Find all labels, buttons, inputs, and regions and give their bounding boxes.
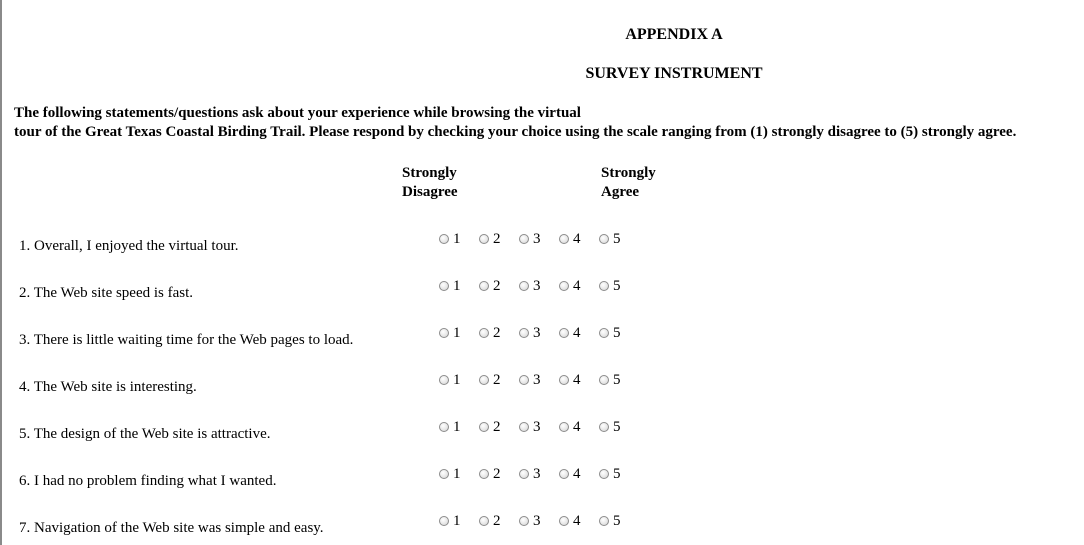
radio-button[interactable]	[439, 422, 449, 432]
rating-option-label: 3	[533, 325, 541, 341]
rating-options	[439, 230, 639, 248]
radio-button[interactable]	[439, 281, 449, 291]
intro-text	[14, 104, 1016, 142]
rating-option-label: 3	[533, 466, 541, 482]
rating-option-label: 1	[453, 231, 461, 247]
rating-option-label: 1	[453, 278, 461, 294]
rating-option-2[interactable]	[479, 371, 519, 389]
rating-option-label: 5	[613, 419, 621, 435]
scale-label-disagree	[402, 164, 458, 202]
appendix-heading: APPENDIX A	[625, 26, 723, 43]
rating-options	[439, 324, 639, 342]
rating-option-label: 3	[533, 513, 541, 529]
rating-option-label: 4	[573, 231, 581, 247]
radio-button[interactable]	[599, 234, 609, 244]
radio-button[interactable]	[519, 328, 529, 338]
rating-option-label: 1	[453, 372, 461, 388]
rating-option-label: 2	[493, 278, 501, 294]
rating-options	[439, 418, 639, 436]
scale-high-line-2: Agree	[601, 184, 640, 200]
rating-option-1[interactable]	[439, 512, 479, 530]
radio-button[interactable]	[599, 375, 609, 385]
radio-button[interactable]	[599, 516, 609, 526]
radio-button[interactable]	[479, 422, 489, 432]
rating-option-label: 2	[493, 419, 501, 435]
rating-options	[439, 465, 639, 483]
rating-option-2[interactable]	[479, 512, 519, 530]
radio-button[interactable]	[479, 469, 489, 479]
rating-option-label: 5	[613, 372, 621, 388]
rating-option-4[interactable]	[559, 324, 599, 342]
rating-option-3[interactable]	[519, 277, 559, 295]
rating-option-3[interactable]	[519, 230, 559, 248]
rating-option-label: 5	[613, 513, 621, 529]
rating-option-label: 5	[613, 466, 621, 482]
rating-option-label: 2	[493, 325, 501, 341]
question-text: 4. The Web site is interesting.	[19, 379, 197, 395]
rating-option-5[interactable]	[599, 465, 639, 483]
rating-option-5[interactable]	[599, 418, 639, 436]
question-text: 5. The design of the Web site is attractive.	[19, 426, 271, 442]
question-text: 6. I had no problem finding what I wanted.	[19, 473, 277, 489]
question-row	[19, 371, 1069, 401]
rating-option-label: 3	[533, 231, 541, 247]
radio-button[interactable]	[479, 281, 489, 291]
rating-option-3[interactable]	[519, 324, 559, 342]
rating-option-5[interactable]	[599, 324, 639, 342]
question-text: 3. There is little waiting time for the Web pages to load.	[19, 332, 354, 348]
radio-button[interactable]	[479, 375, 489, 385]
question-row	[19, 230, 1069, 260]
rating-option-label: 4	[573, 278, 581, 294]
rating-options	[439, 512, 639, 530]
rating-option-label: 4	[573, 513, 581, 529]
intro-line-2: tour of the Great Texas Coastal Birding Trail. Please respond by checking your choice using the scale ranging from (1) strongly disagree to (5) strongly agree.	[14, 124, 1017, 140]
rating-option-1[interactable]	[439, 324, 479, 342]
rating-option-label: 1	[453, 466, 461, 482]
rating-option-label: 3	[533, 372, 541, 388]
scale-high-line-1: Strongly	[601, 165, 656, 181]
rating-option-1[interactable]	[439, 277, 479, 295]
rating-option-4[interactable]	[559, 230, 599, 248]
survey-title: SURVEY INSTRUMENT	[585, 65, 763, 82]
radio-button[interactable]	[559, 328, 569, 338]
intro-line-1: The following statements/questions ask about your experience while browsing the virtual	[14, 105, 581, 121]
question-row	[19, 465, 1069, 495]
rating-option-1[interactable]	[439, 230, 479, 248]
radio-button[interactable]	[559, 375, 569, 385]
rating-option-2[interactable]	[479, 230, 519, 248]
rating-option-label: 5	[613, 325, 621, 341]
question-text: 7. Navigation of the Web site was simple and easy.	[19, 520, 324, 536]
scale-low-line-2: Disagree	[402, 184, 458, 200]
radio-button[interactable]	[519, 516, 529, 526]
rating-option-2[interactable]	[479, 277, 519, 295]
rating-option-5[interactable]	[599, 371, 639, 389]
radio-button[interactable]	[559, 516, 569, 526]
rating-option-4[interactable]	[559, 512, 599, 530]
rating-option-2[interactable]	[479, 418, 519, 436]
rating-options	[439, 277, 639, 295]
rating-option-2[interactable]	[479, 324, 519, 342]
rating-option-label: 3	[533, 278, 541, 294]
radio-button[interactable]	[599, 281, 609, 291]
radio-button[interactable]	[439, 516, 449, 526]
rating-option-label: 3	[533, 419, 541, 435]
scale-label-agree	[601, 164, 656, 202]
rating-option-label: 2	[493, 231, 501, 247]
rating-option-label: 4	[573, 419, 581, 435]
radio-button[interactable]	[439, 375, 449, 385]
question-text: 1. Overall, I enjoyed the virtual tour.	[19, 238, 239, 254]
rating-option-label: 2	[493, 372, 501, 388]
radio-button[interactable]	[559, 422, 569, 432]
radio-button[interactable]	[439, 328, 449, 338]
radio-button[interactable]	[479, 516, 489, 526]
rating-option-label: 4	[573, 466, 581, 482]
radio-button[interactable]	[519, 375, 529, 385]
radio-button[interactable]	[559, 234, 569, 244]
rating-option-label: 2	[493, 513, 501, 529]
rating-option-5[interactable]	[599, 512, 639, 530]
radio-button[interactable]	[599, 422, 609, 432]
rating-option-3[interactable]	[519, 465, 559, 483]
rating-option-2[interactable]	[479, 465, 519, 483]
rating-option-4[interactable]	[559, 418, 599, 436]
rating-option-label: 5	[613, 278, 621, 294]
question-text: 2. The Web site speed is fast.	[19, 285, 194, 301]
radio-button[interactable]	[519, 281, 529, 291]
radio-button[interactable]	[599, 469, 609, 479]
scale-low-line-1: Strongly	[402, 165, 457, 181]
radio-button[interactable]	[439, 469, 449, 479]
rating-option-5[interactable]	[599, 277, 639, 295]
rating-option-label: 1	[453, 325, 461, 341]
question-row	[19, 324, 1069, 354]
question-row	[19, 277, 1069, 307]
rating-option-5[interactable]	[599, 230, 639, 248]
rating-options	[439, 371, 639, 389]
radio-button[interactable]	[519, 469, 529, 479]
rating-option-label: 2	[493, 466, 501, 482]
radio-button[interactable]	[519, 234, 529, 244]
rating-option-label: 4	[573, 372, 581, 388]
radio-button[interactable]	[439, 234, 449, 244]
rating-option-3[interactable]	[519, 418, 559, 436]
question-row	[19, 418, 1069, 448]
rating-option-4[interactable]	[559, 465, 599, 483]
rating-option-label: 1	[453, 513, 461, 529]
rating-option-label: 1	[453, 419, 461, 435]
rating-option-3[interactable]	[519, 512, 559, 530]
rating-option-label: 4	[573, 325, 581, 341]
rating-option-4[interactable]	[559, 277, 599, 295]
question-row	[19, 512, 1069, 542]
radio-button[interactable]	[519, 422, 529, 432]
radio-button[interactable]	[599, 328, 609, 338]
rating-option-3[interactable]	[519, 371, 559, 389]
radio-button[interactable]	[559, 469, 569, 479]
rating-option-4[interactable]	[559, 371, 599, 389]
radio-button[interactable]	[559, 281, 569, 291]
rating-option-1[interactable]	[439, 371, 479, 389]
radio-button[interactable]	[479, 328, 489, 338]
rating-option-label: 5	[613, 231, 621, 247]
rating-option-1[interactable]	[439, 465, 479, 483]
radio-button[interactable]	[479, 234, 489, 244]
rating-option-1[interactable]	[439, 418, 479, 436]
